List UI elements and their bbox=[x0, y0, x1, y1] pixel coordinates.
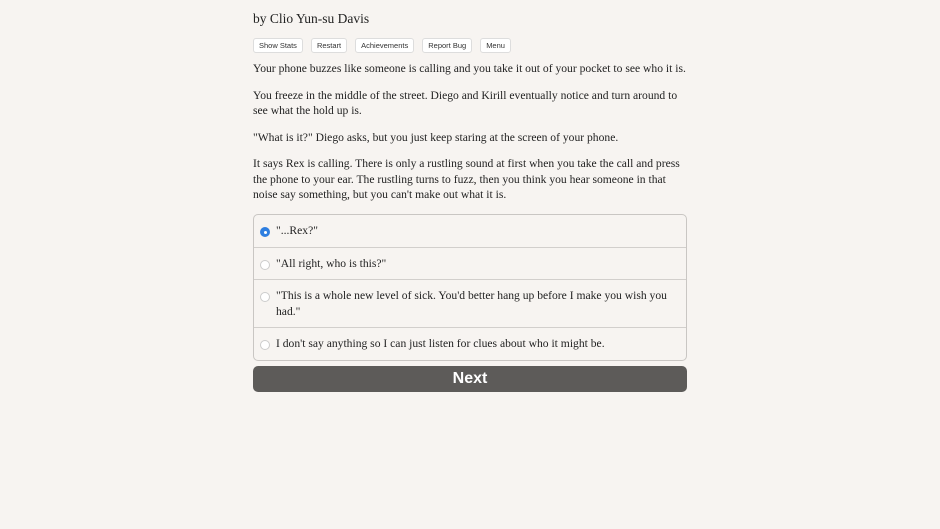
next-button[interactable]: Next bbox=[253, 366, 687, 392]
choice-label: "This is a whole new level of sick. You'd better hang up before I make you wish you had." bbox=[276, 289, 667, 318]
story-paragraph: You freeze in the middle of the street. Diego and Kirill eventually notice and turn around to see what the hold up is. bbox=[253, 88, 678, 117]
choice-label: I don't say anything so I can just listen for clues about who it might be. bbox=[276, 337, 605, 350]
restart-button[interactable]: Restart bbox=[311, 38, 347, 53]
radio-icon[interactable] bbox=[260, 292, 270, 302]
choice-label: "...Rex?" bbox=[276, 224, 318, 237]
author-byline: by Clio Yun-su Davis bbox=[253, 11, 370, 26]
show-stats-button[interactable]: Show Stats bbox=[253, 38, 303, 53]
toolbar bbox=[253, 38, 511, 53]
radio-icon[interactable] bbox=[260, 260, 270, 270]
choice-option[interactable] bbox=[254, 327, 686, 360]
choice-label: "All right, who is this?" bbox=[276, 256, 387, 270]
story-text bbox=[253, 61, 687, 214]
choice-option[interactable] bbox=[254, 279, 686, 327]
story-paragraph: Your phone buzzes like someone is calling and you take it out of your pocket to see who it is. bbox=[253, 62, 686, 75]
menu-button[interactable]: Menu bbox=[480, 38, 511, 53]
choice-option[interactable] bbox=[254, 247, 686, 280]
report-bug-button[interactable]: Report Bug bbox=[422, 38, 472, 53]
achievements-button[interactable]: Achievements bbox=[355, 38, 414, 53]
choice-option[interactable] bbox=[254, 215, 686, 247]
radio-selected-icon[interactable] bbox=[260, 227, 270, 237]
radio-icon[interactable] bbox=[260, 340, 270, 350]
story-paragraph: It says Rex is calling. There is only a rustling sound at first when you take the call and press the phone to your ear. The rustling turns to fuzz, then you think you hear someone in that noise say something, but you can't make out what it is. bbox=[253, 157, 680, 201]
story-paragraph: "What is it?" Diego asks, but you just keep staring at the screen of your phone. bbox=[253, 130, 619, 144]
choice-list bbox=[253, 214, 687, 361]
